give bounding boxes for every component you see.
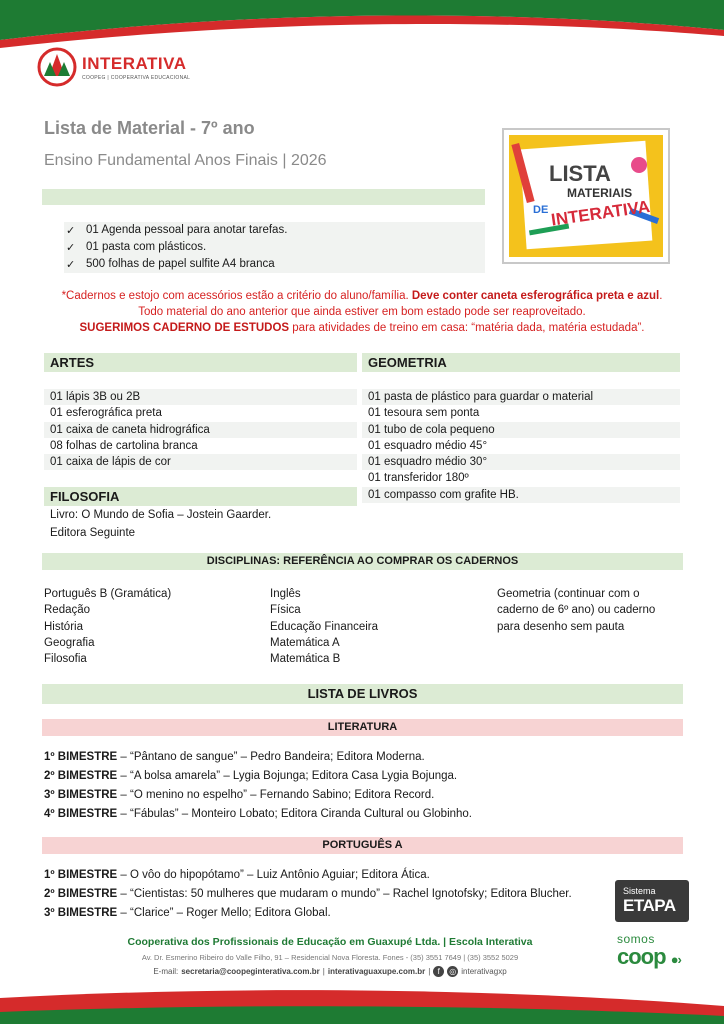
book-item: 4º BIMESTRE – “Fábulas” – Monteiro Lobato; Editora Ciranda Cultural ou Globinho. [44,808,473,820]
filosofia-publisher: Editora Seguinte [50,526,136,539]
material-notes [30,288,694,336]
geometria-item: 01 esquadro médio 45° [368,439,488,452]
disciplina-item: Geografia [44,636,95,649]
artes-item: 01 lápis 3B ou 2B [44,389,357,405]
portugues-list [44,866,684,923]
logo-mark-icon [36,46,78,88]
disciplina-item: Matemática B [270,653,341,666]
geometria-item: 01 transferidor 180º [368,472,469,485]
general-checklist [64,222,485,273]
disciplina-item: Educação Financeira [270,620,379,633]
artes-item: 01 caixa de lápis de cor [44,454,357,470]
facebook-icon[interactable]: f [433,966,444,977]
geometria-item: 01 tesoura sem ponta [368,407,480,420]
check-icon: ✓ [66,258,76,271]
logo-subtitle: COOPEG | COOPERATIVA EDUCACIONAL [82,74,191,81]
artes-section [44,353,357,470]
disciplina-item: para desenho sem pauta [497,620,625,633]
section-divider-bar [42,189,485,205]
book-item: 3º BIMESTRE – “O menino no espelho” – Fernando Sabino; Editora Record. [44,789,435,801]
book-item: 1º BIMESTRE – O vôo do hipopótamo” – Luiz Antônio Aguiar; Editora Ática. [44,869,430,881]
geometria-heading: GEOMETRIA [362,353,680,372]
geometria-item: 01 tubo de cola pequeno [362,422,680,438]
book-item: 2º BIMESTRE – “Cientistas: 50 mulheres que mudaram o mundo” – Rachel Ignotofsky; Editora Blucher. [44,888,572,900]
note-line-2: Todo material do ano anterior que ainda estiver em bom estado pode ser reaproveitado. [138,306,586,318]
disciplinas-column-3 [497,586,683,635]
checklist-item: ✓ 500 folhas de papel sulfite A4 branca [64,256,485,273]
somos-coop-badge: somos coop ●› [617,932,681,969]
disciplina-item: Redação [44,604,91,617]
instagram-icon[interactable]: ◎ [447,966,458,977]
geometria-item: 01 pasta de plástico para guardar o material [362,389,680,405]
disciplina-item: Português B (Gramática) [44,588,172,600]
disciplina-item: Inglês [270,588,301,600]
cover-word-materiais: MATERIAIS [567,186,633,200]
footer-email-link[interactable]: secretaria@coopeginterativa.com.br [181,967,320,976]
artes-item: 08 folhas de cartolina branca [50,439,198,452]
footer-title: Cooperativa dos Profissionais de Educação em Guaxupé Ltda. | Escola Interativa [127,936,533,948]
note-line-3: SUGERIMOS CADERNO DE ESTUDOS para atividades de treino em casa: “matéria dada, matéria estudada”. [79,322,645,334]
filosofia-heading: FILOSOFIA [44,487,357,506]
artes-item: 01 esferográfica preta [50,407,162,420]
geometria-item: 01 compasso com grafite HB. [362,487,680,503]
check-icon: ✓ [66,241,76,254]
disciplina-item: Física [270,604,301,617]
logo-name: INTERATIVA [82,53,187,73]
artes-item: 01 caixa de caneta hidrográfica [44,422,357,438]
page-subtitle: Ensino Fundamental Anos Finais | 2026 [44,152,327,169]
disciplina-item: Filosofia [44,653,87,666]
cover-word-lista: LISTA [549,161,611,186]
filosofia-section [44,487,357,541]
book-item: 1º BIMESTRE – “Pântano de sangue” – Pedro Bandeira; Editora Moderna. [44,751,425,763]
disciplina-item: caderno de 6º ano) ou caderno [497,604,656,617]
artes-heading: ARTES [44,353,357,372]
sistema-etapa-badge: Sistema ETAPA [615,880,689,922]
checklist-item: ✓ 01 Agenda pessoal para anotar tarefas. [64,222,485,239]
disciplina-item: História [44,620,83,633]
literatura-list [44,748,684,824]
book-item: 3º BIMESTRE – “Clarice” – Roger Mello; Editora Global. [44,907,331,919]
cover-word-interativa: INTERATIVA [549,196,652,230]
book-item: 2º BIMESTRE – “A bolsa amarela” – Lygia Bojunga; Editora Casa Lygia Bojunga. [44,770,458,782]
geometria-item: 01 esquadro médio 30° [362,454,680,470]
page-title: Lista de Material - 7º ano [44,118,255,138]
checklist-item: ✓ 01 pasta com plásticos. [64,239,485,256]
disciplina-item: Matemática A [270,636,340,649]
portugues-heading: PORTUGUÊS A [42,837,683,854]
footer-site-link[interactable]: interativaguaxupe.com.br [327,967,426,976]
cover-word-de: DE [533,204,549,216]
note-line-1: *Cadernos e estojo com acessórios estão a critério do aluno/família. Deve conter caneta esferográfica preta e azul. [61,290,663,302]
disciplinas-column-1 [44,586,256,667]
geometria-section [362,353,680,503]
disciplinas-column-2 [270,586,482,667]
disciplinas-heading: DISCIPLINAS: REFERÊNCIA AO COMPRAR OS CADERNOS [42,553,683,570]
school-logo [36,42,206,92]
coop-arrow-icon: ●› [670,952,681,967]
footer-wave-band [0,980,724,1024]
footer-address: Av. Dr. Esmerino Ribeiro do Valle Filho, 91 – Residencial Nova Floresta. Fones - (35) 3551 7649 | (35) 3552 5029 [141,953,519,962]
literatura-heading: LITERATURA [42,719,683,736]
cover-illustration [509,135,663,257]
footer-contacts: E-mail: secretaria@coopeginterativa.com.br | interativaguaxupe.com.br | f ◎ interativagxp [153,967,507,976]
footer-social-handle: interativagxp [461,967,507,976]
check-icon: ✓ [66,224,76,237]
filosofia-book: Livro: O Mundo de Sofia – Jostein Gaarder. [50,509,272,521]
list-cover-image [502,128,670,264]
disciplina-item: Geometria (continuar com o [497,588,640,600]
livros-heading: LISTA DE LIVROS [42,684,683,704]
